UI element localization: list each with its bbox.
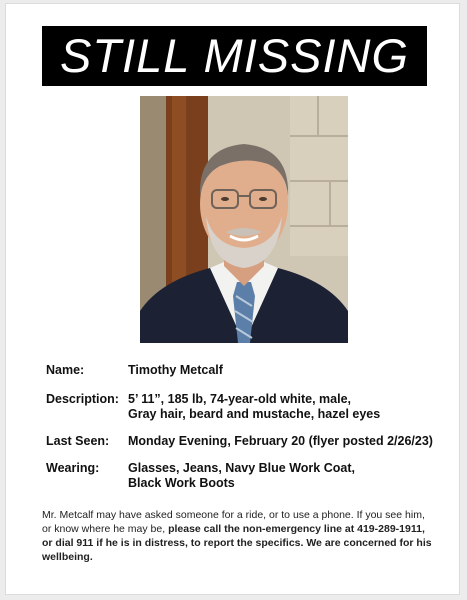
name-line: Timothy Metcalf [128,363,223,377]
name-value [128,363,448,378]
note-plain-text: Mr. Metcalf may have asked someone for a ride, or to use a phone. If you see him, or know where he may be, [42,509,425,535]
wearing-label: Wearing: [46,461,100,475]
last-seen-value [128,434,448,449]
banner-title: STILL MISSING [42,26,427,86]
wearing-line-1: Glasses, Jeans, Navy Blue Work Coat, [128,461,355,475]
description-line-2: Gray hair, beard and mustache, hazel eyes [128,407,381,421]
description-line-1: 5’ 11”, 185 lb, 74-year-old white, male, [128,392,352,406]
last-seen-label: Last Seen: [46,434,110,448]
name-label: Name: [46,363,85,377]
portrait-photo [140,96,348,343]
flyer-page [5,3,460,595]
description-value [128,392,448,422]
wearing-value [128,461,448,491]
note-bold-text: please call the non-emergency line at 419-289-1911, or dial 911 if he is in distress, to report the specifics. We are concerned for his wellbeing. [42,523,432,563]
description-label: Description: [46,392,119,406]
last-seen-line: Monday Evening, February 20 (flyer posted 2/26/23) [128,434,433,448]
wearing-line-2: Black Work Boots [128,476,235,490]
contact-note [42,508,432,564]
